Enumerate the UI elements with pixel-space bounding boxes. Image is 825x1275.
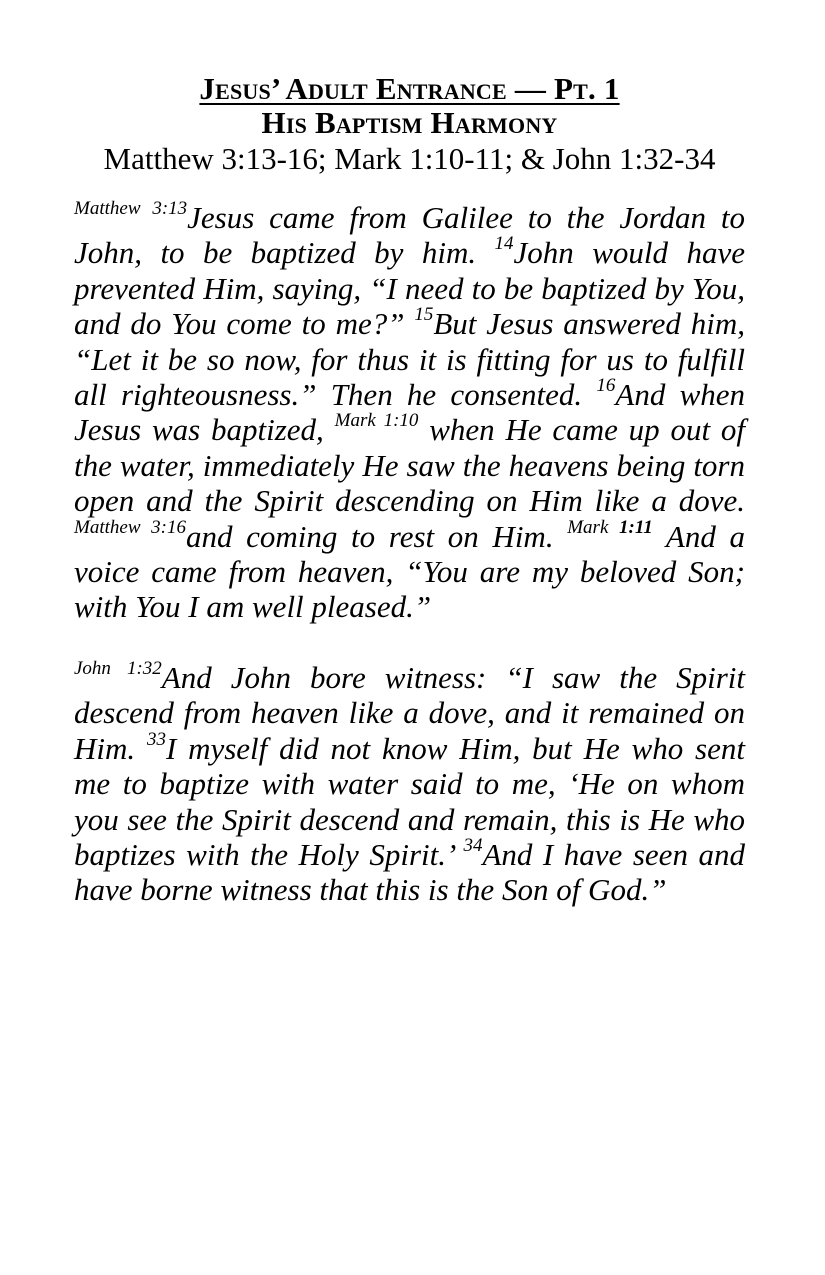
verse-text: And when Jesus was baptized, <box>74 377 746 448</box>
page-subtitle: His Baptism Harmony <box>261 105 558 140</box>
document-page <box>74 72 745 908</box>
verse-text: Jesus came from Galilee to the Jordan to John, to be baptized by him. <box>74 200 745 271</box>
verse-number: 33 <box>146 728 166 750</box>
verse-text: I myself did not know Him, but He who sent me to baptize with water said to me, ‘He on whom you see the Spirit descend and remain, this is He who baptizes with the Holy Spirit.’ <box>74 730 745 872</box>
harmony-paragraph-1 <box>74 197 746 625</box>
verse-text: And a voice came from heaven, “You are my beloved Son; with You I am well pleased.” <box>74 518 745 625</box>
verse-ref: Mark 1:10 <box>334 410 419 432</box>
verse-ref: Matthew 3:16 <box>74 516 186 538</box>
verse-text: and coming to rest on Him. <box>185 518 568 554</box>
verse-ref: Matthew 3:13 <box>74 197 188 219</box>
verse-text: And I have seen and have borne witness that this is the Son of God.” <box>74 836 745 908</box>
verse-text: And John bore witness: “I saw the Spirit descend from heaven like a dove, and it remained on Him. <box>74 659 746 766</box>
header <box>74 72 745 178</box>
verse-text: when He came up out of the water, immediately He saw the heavens being torn open and the Spirit descending on Him like a dove. <box>74 412 746 519</box>
verse-text: John would have prevented Him, saying, “I need to be baptized by You, and do You come to me?” <box>74 235 745 342</box>
verse-number: 15 <box>414 303 434 325</box>
scripture-references: Matthew 3:13-16; Mark 1:10-11; & John 1:32-34 <box>103 141 716 176</box>
verse-ref-book: Mark <box>567 516 620 538</box>
verse-number: 14 <box>494 233 514 255</box>
page-title: Jesus’ Adult Entrance — Pt. 1 <box>199 71 620 106</box>
title-line <box>74 72 745 106</box>
verse-number: 34 <box>463 834 483 856</box>
verse-number: 16 <box>596 374 616 396</box>
verse-ref-number: 1:11 <box>619 516 653 538</box>
verse-text: But Jesus answered him, “Let it be so now, for thus it is fitting for us to fulfill all righteousness.” Then he consented. <box>74 306 745 413</box>
verse-ref: John 1:32 <box>74 657 162 679</box>
harmony-paragraph-2 <box>74 657 746 908</box>
